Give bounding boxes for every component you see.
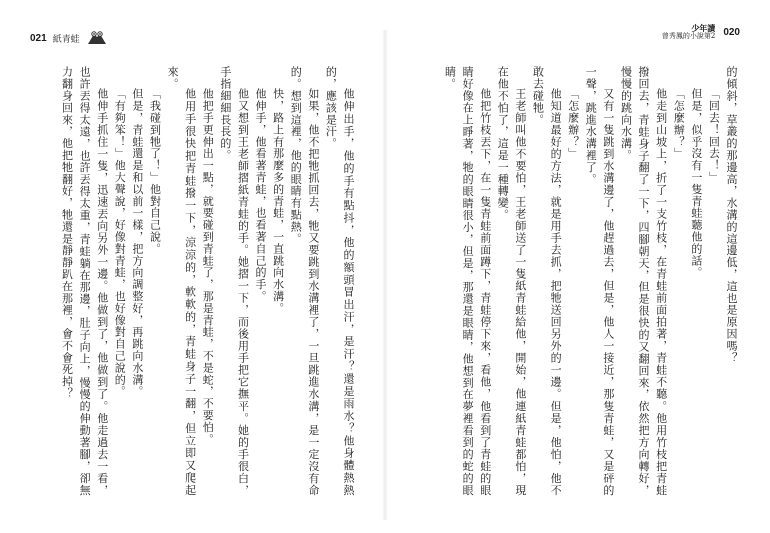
- paragraph: 的傾斜，草叢的那邊高，水溝的這邊低，這也是原因嗎？: [725, 66, 738, 364]
- paragraph: 他知道最好的方法，就是用手去抓，把牠送回另外的一邊。但是，他怕，他不敢去碰牠。: [531, 66, 563, 496]
- paragraph: 又有一隻跳到水溝邊了，他趕過去，但是，他人一接近，那隻青蛙，又是砰的一聲，跳進水溝裡了。: [584, 66, 615, 496]
- series-name: 少年讀: [691, 23, 716, 33]
- right-body-text: [410, 66, 740, 496]
- paragraph: 「怎麼辦？」: [672, 88, 686, 160]
- paragraph: 他用手很快把青蛙撥一下，涼涼的，軟軟的，青蛙身子一翻，但立即又爬起來。: [166, 66, 197, 496]
- paragraph: 他把手更伸出一點，就要碰到青蛙了，那是青蛙，不是蛇，不要怕。: [201, 88, 215, 445]
- series-subtitle: 曾秀鳳的小說第2: [661, 31, 716, 40]
- paragraph: 他伸手抓住一隻，迅速丟向另外一邊。他做到了，他做到了。他走過去一看，也許丟得太遠，也許丟得太重，青蛙躺在那邊，肚子向上，慢慢的伸動著腳，卻無力翻身回來，他把牠翻好，牠還是靜靜趴在那裡，會不會死掉？: [60, 66, 109, 496]
- paragraph: 如果，他不把牠抓回去，牠又要跳到水溝裡了，一旦跳進水溝，是一定沒有命的。想到這裡，他的眼睛有點熱。: [289, 66, 320, 496]
- paragraph: 「有夠笨！」他大聲說，好像對青蛙，也好像對自己說的。: [113, 88, 127, 398]
- right-page-number: 020: [723, 26, 740, 38]
- paragraph: 他把竹枝丟下，在一隻青蛙前面蹲下，青蛙停下來，看他，他看到了青蛙的眼睛好像在上睜著，牠的眼睛很小，但是，那還是眼睛，他想到在夢裡看到的蛇的眼睛。: [443, 66, 492, 496]
- left-page-number: 021: [30, 32, 47, 44]
- left-running-head: [30, 30, 108, 46]
- paragraph: 他伸出手，他的手有點抖，他的額頭冒出汗，是汗？還是雨水？他身體熱熱的，應該是汗。: [324, 66, 355, 496]
- paragraph: 王老師叫他不要怕，王老師送了一隻紙青蛙給他，開始，他連紙青蛙都怕，現在他不怕了，這是一種轉變。: [496, 66, 527, 496]
- paragraph: 快，路上有那麼多的青蛙，一直跳向水溝。: [271, 88, 285, 315]
- series-label: [662, 24, 715, 40]
- frog-icon: [86, 30, 108, 46]
- right-page: [385, 0, 770, 533]
- running-title: 紙青蛙: [52, 34, 80, 45]
- paragraph: 但是，似乎沒有一隻青蛙聽他的話。: [689, 88, 703, 279]
- left-body-text: [42, 66, 357, 496]
- paragraph: 他伸手，他看著青蛙，也看著自己的手。: [254, 88, 268, 303]
- paragraph: 「怎麼辦？」: [566, 88, 580, 160]
- paragraph: 「回去！回去！」: [707, 88, 721, 184]
- paragraph: 但是，青蛙還是和以前一樣，把方向調整好，再跳向水溝。: [130, 88, 144, 398]
- paragraph: 他又想到王老師摺紙青蛙的手。她摺一下，而後用手把它撫平。她的手很白，手指細細長長的。: [218, 66, 250, 496]
- right-running-head: [662, 24, 740, 40]
- paragraph: 「我碰到牠了！」他對自己說。: [148, 88, 162, 255]
- paragraph: 他走到山坡上，折了一支竹枝，在青蛙前面拍著，青蛙不聽。他用竹枝把青蛙撥回去，青蛙身子翻了一下，四腳朝天，但是很快的又翻回來，依然把方向轉好，慢慢的跳向水溝。: [619, 66, 668, 496]
